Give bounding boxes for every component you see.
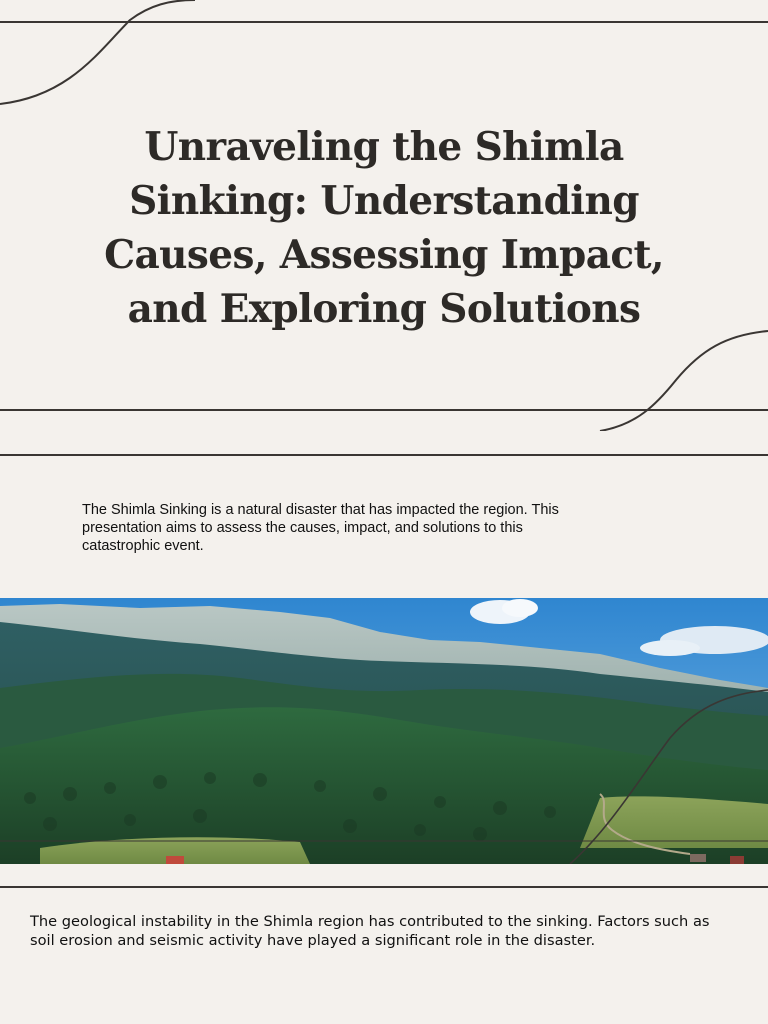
causes-divider-line xyxy=(0,886,768,888)
intro-slide xyxy=(0,433,768,598)
decorative-curve-top-left xyxy=(0,0,200,110)
intro-paragraph: The Shimla Sinking is a natural disaster that has impacted the region. This presentation aims to assess the causes, impact, and solutions to this catastrophic event. xyxy=(82,502,559,554)
mountain-landscape-image xyxy=(0,598,768,864)
intro-divider-line xyxy=(0,454,768,456)
causes-slide xyxy=(0,866,768,1024)
bottom-divider-line xyxy=(0,409,768,411)
decorative-curve-bottom-right xyxy=(596,325,768,431)
image-slide xyxy=(0,598,768,864)
top-divider-line xyxy=(0,21,768,23)
presentation-title: Unraveling the Shimla Sinking: Understanding Causes, Assessing Impact, and Exploring Solutions xyxy=(104,124,664,332)
causes-paragraph: The geological instability in the Shimla region has contributed to the sinking. Factors such as soil erosion and seismic activity have played a significant role in the disaster. xyxy=(30,913,710,949)
title-slide xyxy=(0,0,768,431)
